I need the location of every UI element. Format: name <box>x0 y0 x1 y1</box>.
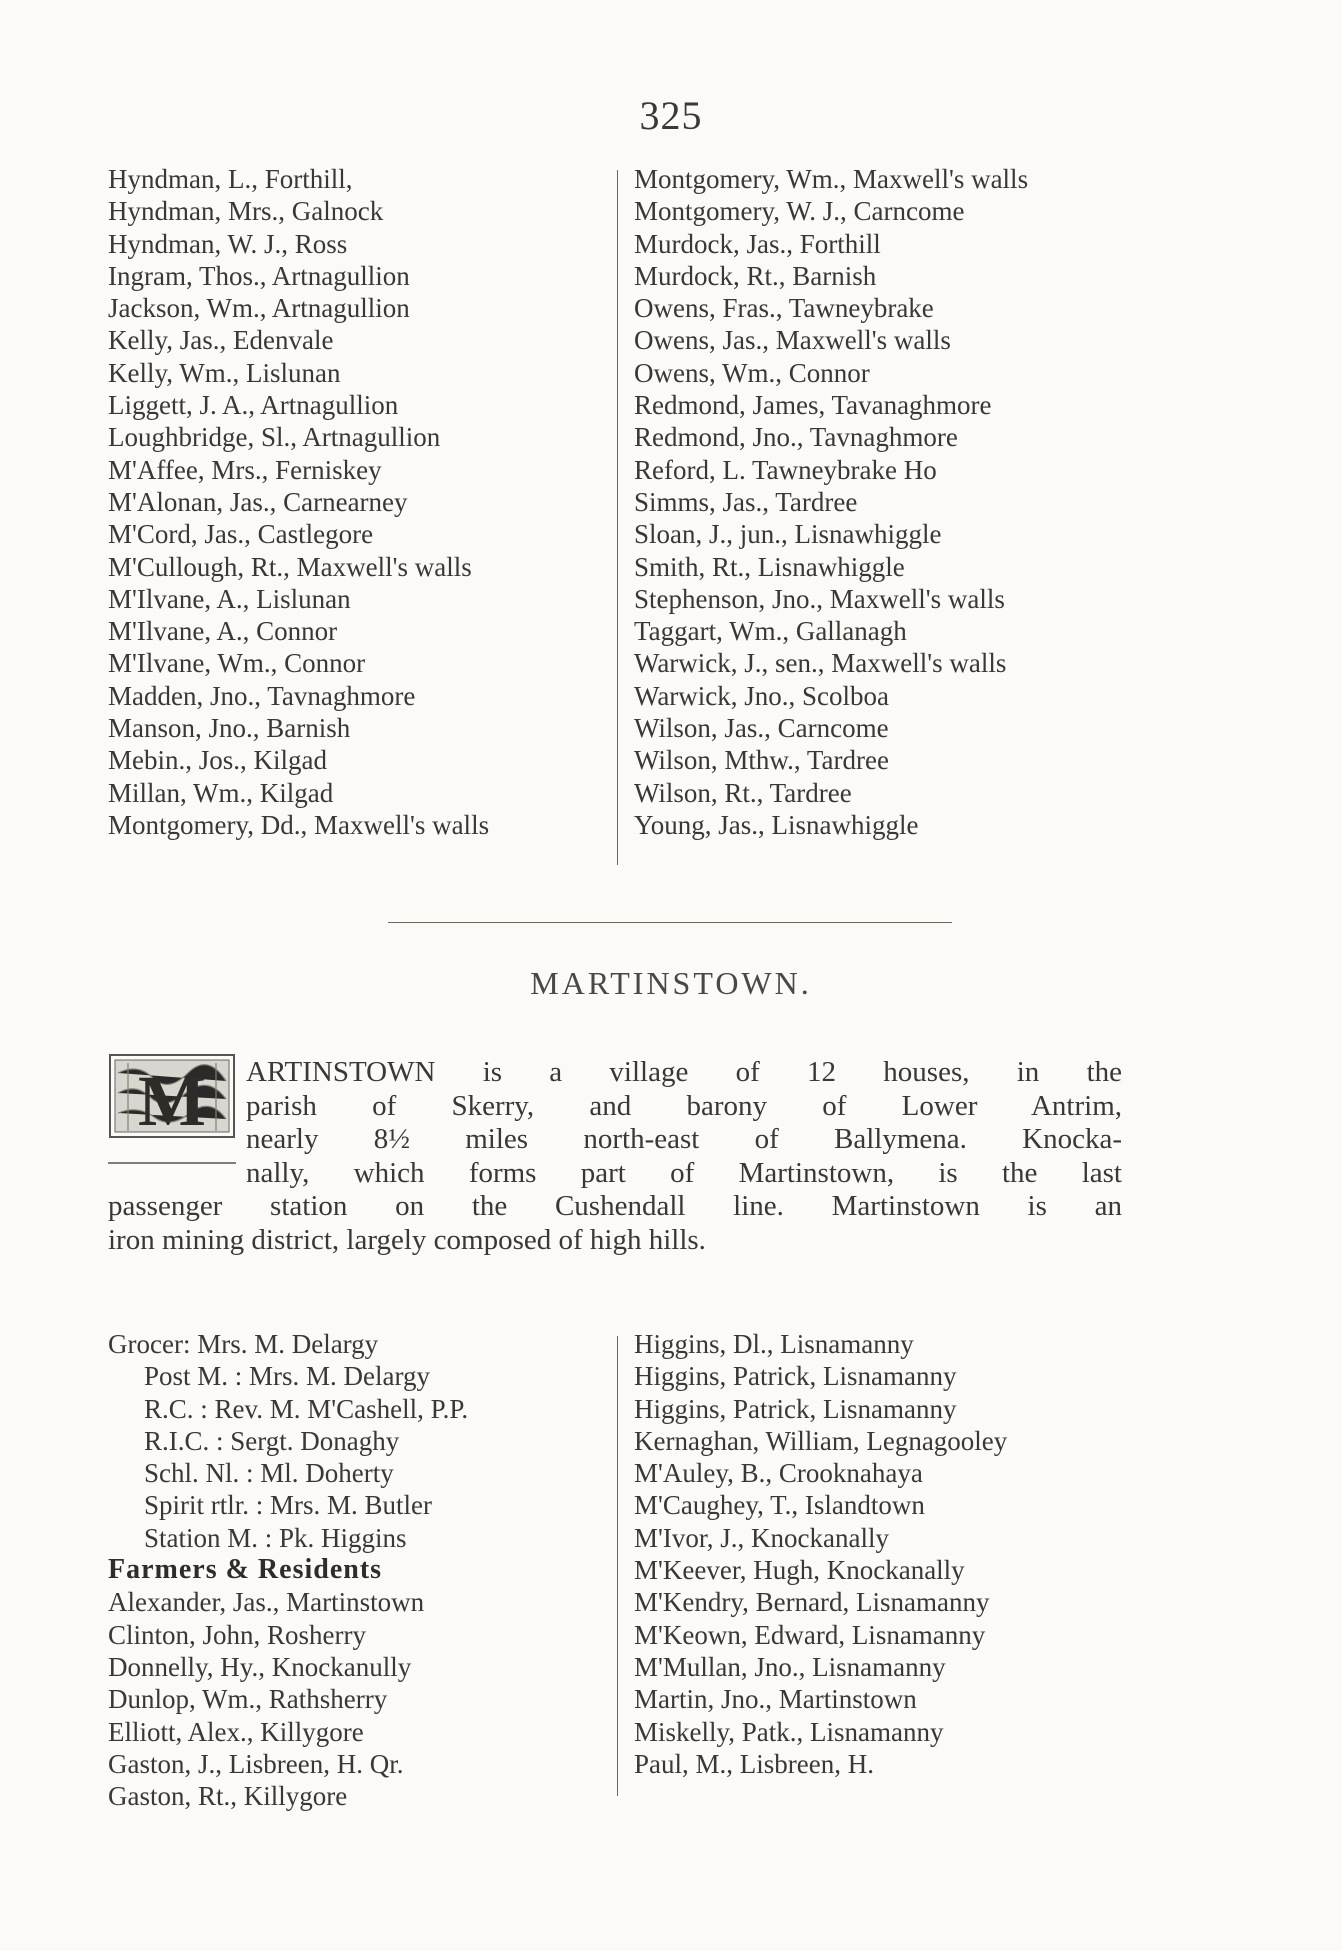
list-item: Kelly, Wm., Lislunan <box>108 357 341 388</box>
list-item: M'Cord, Jas., Castlegore <box>108 519 374 550</box>
list-item: Montgomery, Wm., Maxwell's walls <box>634 164 1029 194</box>
list-item: Montgomery, Dd., Maxwell's walls <box>108 809 490 840</box>
svg-text:M: M <box>138 1061 206 1141</box>
list-item: Murdock, Jas., Forthill <box>634 228 881 259</box>
list-item: Kelly, Jas., Edenvale <box>108 325 334 356</box>
column-divider <box>617 1336 618 1796</box>
list-item: Warwick, Jno., Scolboa <box>634 680 890 711</box>
list-item: Montgomery, W. J., Carncome <box>634 196 965 227</box>
list-item: Elliott, Alex., Killygore <box>108 1716 364 1747</box>
list-item: M'Caughey, T., Islandtown <box>634 1490 925 1521</box>
directory-column-bottom-left <box>108 1328 468 1812</box>
list-item: M'Keever, Hugh, Knockanally <box>634 1555 965 1586</box>
intro-paragraph <box>108 1056 1122 1257</box>
paragraph-line: parish of Skerry, and barony of Lower Antrim, <box>246 1089 1122 1122</box>
list-item: M'Affee, Mrs., Ferniskey <box>108 454 382 485</box>
list-item: Ingram, Thos., Artnagullion <box>108 260 410 291</box>
list-item: Gaston, J., Lisbreen, H. Qr. <box>108 1748 404 1779</box>
paragraph-line: passenger station on the Cushendall line. Martinstown is an <box>108 1190 1122 1222</box>
list-item: Kernaghan, William, Legnagooley <box>634 1425 1008 1456</box>
list-item: Clinton, John, Rosherry <box>108 1619 367 1650</box>
list-item: Higgins, Patrick, Lisnamanny <box>634 1361 957 1392</box>
list-item: M'Auley, B., Crooknahaya <box>634 1458 923 1489</box>
list-item: M'Kendry, Bernard, Lisnamanny <box>634 1587 990 1618</box>
list-item: Liggett, J. A., Artnagullion <box>108 390 399 421</box>
directory-column-top-left <box>108 163 489 841</box>
list-item: Hyndman, Mrs., Galnock <box>108 196 384 227</box>
list-item: Smith, Rt., Lisnawhiggle <box>634 551 905 582</box>
list-item: Wilson, Rt., Tardree <box>634 777 852 808</box>
official-ric: R.I.C. : Sergt. Donaghy <box>144 1425 400 1456</box>
list-item: M'Keown, Edward, Lisnamanny <box>634 1619 986 1650</box>
list-item: Owens, Fras., Tawneybrake <box>634 293 934 324</box>
list-item: Stephenson, Jno., Maxwell's walls <box>634 583 1005 614</box>
list-item: Redmond, Jno., Tavnaghmore <box>634 422 958 453</box>
list-item: M'Ivor, J., Knockanally <box>634 1522 889 1553</box>
official-rc: R.C. : Rev. M. M'Cashell, P.P. <box>144 1393 469 1424</box>
paragraph-line: ARTINSTOWN is a village of 12 houses, in the <box>246 1056 1122 1088</box>
paragraph-line: nally, which forms part of Martinstown, is the last <box>246 1156 1122 1189</box>
list-item: Dunlop, Wm., Rathsherry <box>108 1684 388 1715</box>
list-item: Redmond, James, Tavanaghmore <box>634 390 992 421</box>
list-item: Alexander, Jas., Martinstown <box>108 1587 425 1618</box>
directory-column-top-right <box>634 163 1028 841</box>
list-item: Taggart, Wm., Gallanagh <box>634 616 907 647</box>
list-item: Hyndman, L., Forthill, <box>108 164 353 194</box>
official-post: Post M. : Mrs. M. Delargy <box>144 1361 431 1392</box>
list-item: Madden, Jno., Tavnaghmore <box>108 680 416 711</box>
list-item: Wilson, Mthw., Tardree <box>634 745 889 776</box>
official-station: Station M. : Pk. Higgins <box>144 1522 407 1553</box>
list-item: Wilson, Jas., Carncome <box>634 713 889 744</box>
paragraph-line: iron mining district, largely composed of high hills. <box>108 1223 706 1256</box>
list-item: Sloan, J., jun., Lisnawhiggle <box>634 519 942 550</box>
list-item: M'Ilvane, A., Lislunan <box>108 583 351 614</box>
official-grocer: Grocer: Mrs. M. Delargy <box>108 1329 379 1359</box>
list-item: Gaston, Rt., Killygore <box>108 1781 348 1812</box>
paragraph-line: nearly 8½ miles north-east of Ballymena. Knocka- <box>246 1123 1122 1155</box>
page-number: 325 <box>639 93 703 138</box>
list-item: M'Ilvane, A., Connor <box>108 616 338 647</box>
list-item: Donnelly, Hy., Knockanully <box>108 1651 412 1682</box>
section-heading: MARTINSTOWN. <box>530 965 812 1001</box>
list-item: Martin, Jno., Martinstown <box>634 1684 917 1715</box>
list-item: Reford, L. Tawneybrake Ho <box>634 454 937 485</box>
list-item: Young, Jas., Lisnawhiggle <box>634 809 919 840</box>
list-item: Murdock, Rt., Barnish <box>634 260 877 291</box>
official-school: Schl. Nl. : Ml. Doherty <box>144 1458 394 1489</box>
list-item: Jackson, Wm., Artnagullion <box>108 293 410 324</box>
list-item: Higgins, Dl., Lisnamanny <box>634 1329 914 1359</box>
list-item: Millan, Wm., Kilgad <box>108 777 334 808</box>
section-divider <box>388 922 952 923</box>
list-item: M'Alonan, Jas., Carnearney <box>108 486 408 517</box>
list-item: Owens, Wm., Connor <box>634 357 870 388</box>
list-item: Warwick, J., sen., Maxwell's walls <box>634 648 1007 679</box>
official-spirit: Spirit rtlr. : Mrs. M. Butler <box>144 1490 433 1521</box>
list-item: Mebin., Jos., Kilgad <box>108 745 327 776</box>
directory-column-bottom-right <box>634 1328 1007 1780</box>
list-item: Owens, Jas., Maxwell's walls <box>634 325 951 356</box>
list-item: Loughbridge, Sl., Artnagullion <box>108 422 441 453</box>
farmers-heading: Farmers & Residents <box>108 1554 383 1586</box>
list-item: M'Ilvane, Wm., Connor <box>108 648 366 679</box>
list-item: Hyndman, W. J., Ross <box>108 228 348 259</box>
list-item: M'Cullough, Rt., Maxwell's walls <box>108 551 472 582</box>
list-item: Manson, Jno., Barnish <box>108 713 351 744</box>
list-item: M'Mullan, Jno., Lisnamanny <box>634 1651 946 1682</box>
list-item: Miskelly, Patk., Lisnamanny <box>634 1716 944 1747</box>
column-divider <box>617 170 618 865</box>
list-item: Higgins, Patrick, Lisnamanny <box>634 1393 957 1424</box>
list-item: Simms, Jas., Tardree <box>634 486 858 517</box>
list-item: Paul, M., Lisbreen, H. <box>634 1748 874 1779</box>
